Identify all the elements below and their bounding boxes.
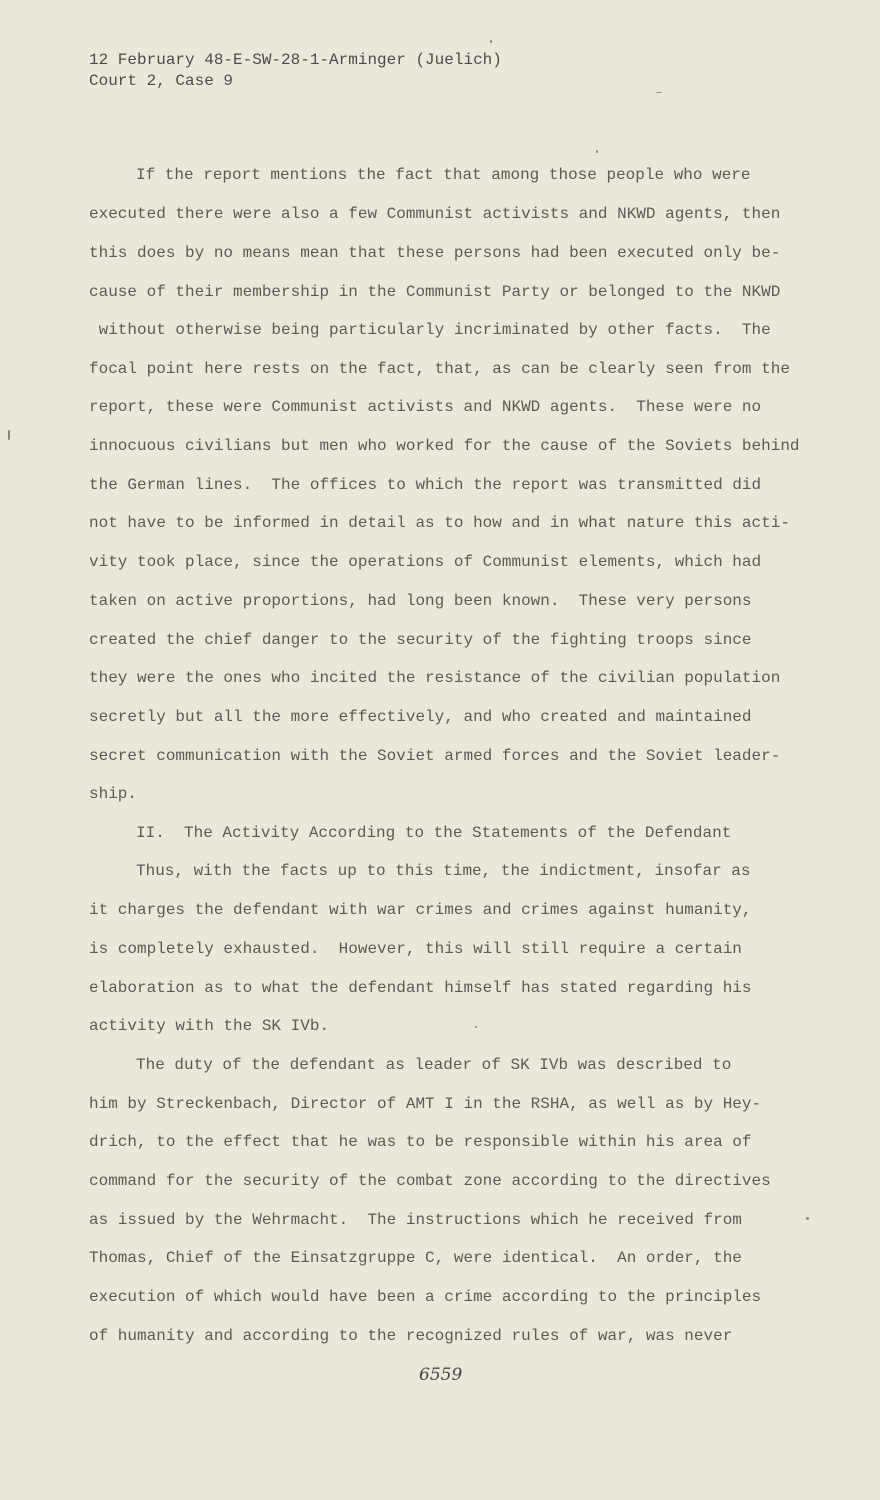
text-line: is completely exhausted. However, this will still require a certain bbox=[89, 940, 742, 958]
header-line-1: 12 February 48-E-SW-28-1-Arminger (Juelich) bbox=[89, 51, 502, 69]
text-line: taken on active proportions, had long been known. These very persons bbox=[89, 592, 752, 610]
text-line: ship. bbox=[89, 785, 138, 803]
text-line: The duty of the defendant as leader of SK IVb was described to bbox=[136, 1056, 732, 1074]
paper-speck bbox=[8, 430, 10, 440]
paper-speck bbox=[806, 1217, 809, 1220]
text-line: If the report mentions the fact that among those people who were bbox=[136, 166, 751, 184]
text-line: this does by no means mean that these persons had been executed only be- bbox=[89, 244, 781, 262]
text-line: executed there were also a few Communist activists and NKWD agents, then bbox=[89, 205, 781, 223]
text-line: without otherwise being particularly incriminated by other facts. The bbox=[89, 321, 771, 339]
text-line: execution of which would have been a crime according to the principles bbox=[89, 1288, 762, 1306]
text-line: Thomas, Chief of the Einsatzgruppe C, were identical. An order, the bbox=[89, 1249, 742, 1267]
text-line: not have to be informed in detail as to how and in what nature this acti- bbox=[89, 514, 790, 532]
text-line: cause of their membership in the Communist Party or belonged to the NKWD bbox=[89, 283, 781, 301]
header-line-2: Court 2, Case 9 bbox=[89, 72, 234, 90]
text-line: activity with the SK IVb. bbox=[89, 1017, 330, 1035]
text-line: secretly but all the more effectively, and who created and maintained bbox=[89, 708, 752, 726]
paper-speck bbox=[596, 150, 598, 153]
text-line: Thus, with the facts up to this time, the indictment, insofar as bbox=[136, 862, 751, 880]
section-heading: II. The Activity According to the Statements of the Defendant bbox=[136, 824, 732, 842]
text-line: innocuous civilians but men who worked for the cause of the Soviets behind bbox=[89, 437, 800, 455]
text-line: focal point here rests on the fact, that, as can be clearly seen from the bbox=[89, 360, 790, 378]
text-line: drich, to the effect that he was to be responsible within his area of bbox=[89, 1133, 752, 1151]
text-line: created the chief danger to the security of the fighting troops since bbox=[89, 631, 752, 649]
paper-speck bbox=[475, 1026, 477, 1028]
text-line: the German lines. The offices to which the report was transmitted did bbox=[89, 476, 762, 494]
text-line: command for the security of the combat zone according to the directives bbox=[89, 1172, 771, 1190]
paper-speck bbox=[656, 92, 662, 93]
document-header bbox=[89, 50, 502, 92]
text-line: as issued by the Wehrmacht. The instructions which he received from bbox=[89, 1211, 742, 1229]
page-number: 6559 bbox=[419, 1365, 463, 1385]
text-line: secret communication with the Soviet armed forces and the Soviet leader- bbox=[89, 747, 781, 765]
text-line: report, these were Communist activists and NKWD agents. These were no bbox=[89, 398, 762, 416]
text-line: vity took place, since the operations of Communist elements, which had bbox=[89, 553, 762, 571]
text-line: him by Streckenbach, Director of AMT I in the RSHA, as well as by Hey- bbox=[89, 1095, 762, 1113]
paper-speck bbox=[490, 40, 492, 43]
text-line: of humanity and according to the recognized rules of war, was never bbox=[89, 1327, 733, 1345]
text-line: they were the ones who incited the resistance of the civilian population bbox=[89, 669, 781, 687]
text-line: elaboration as to what the defendant himself has stated regarding his bbox=[89, 979, 752, 997]
text-line: it charges the defendant with war crimes and crimes against humanity, bbox=[89, 901, 752, 919]
